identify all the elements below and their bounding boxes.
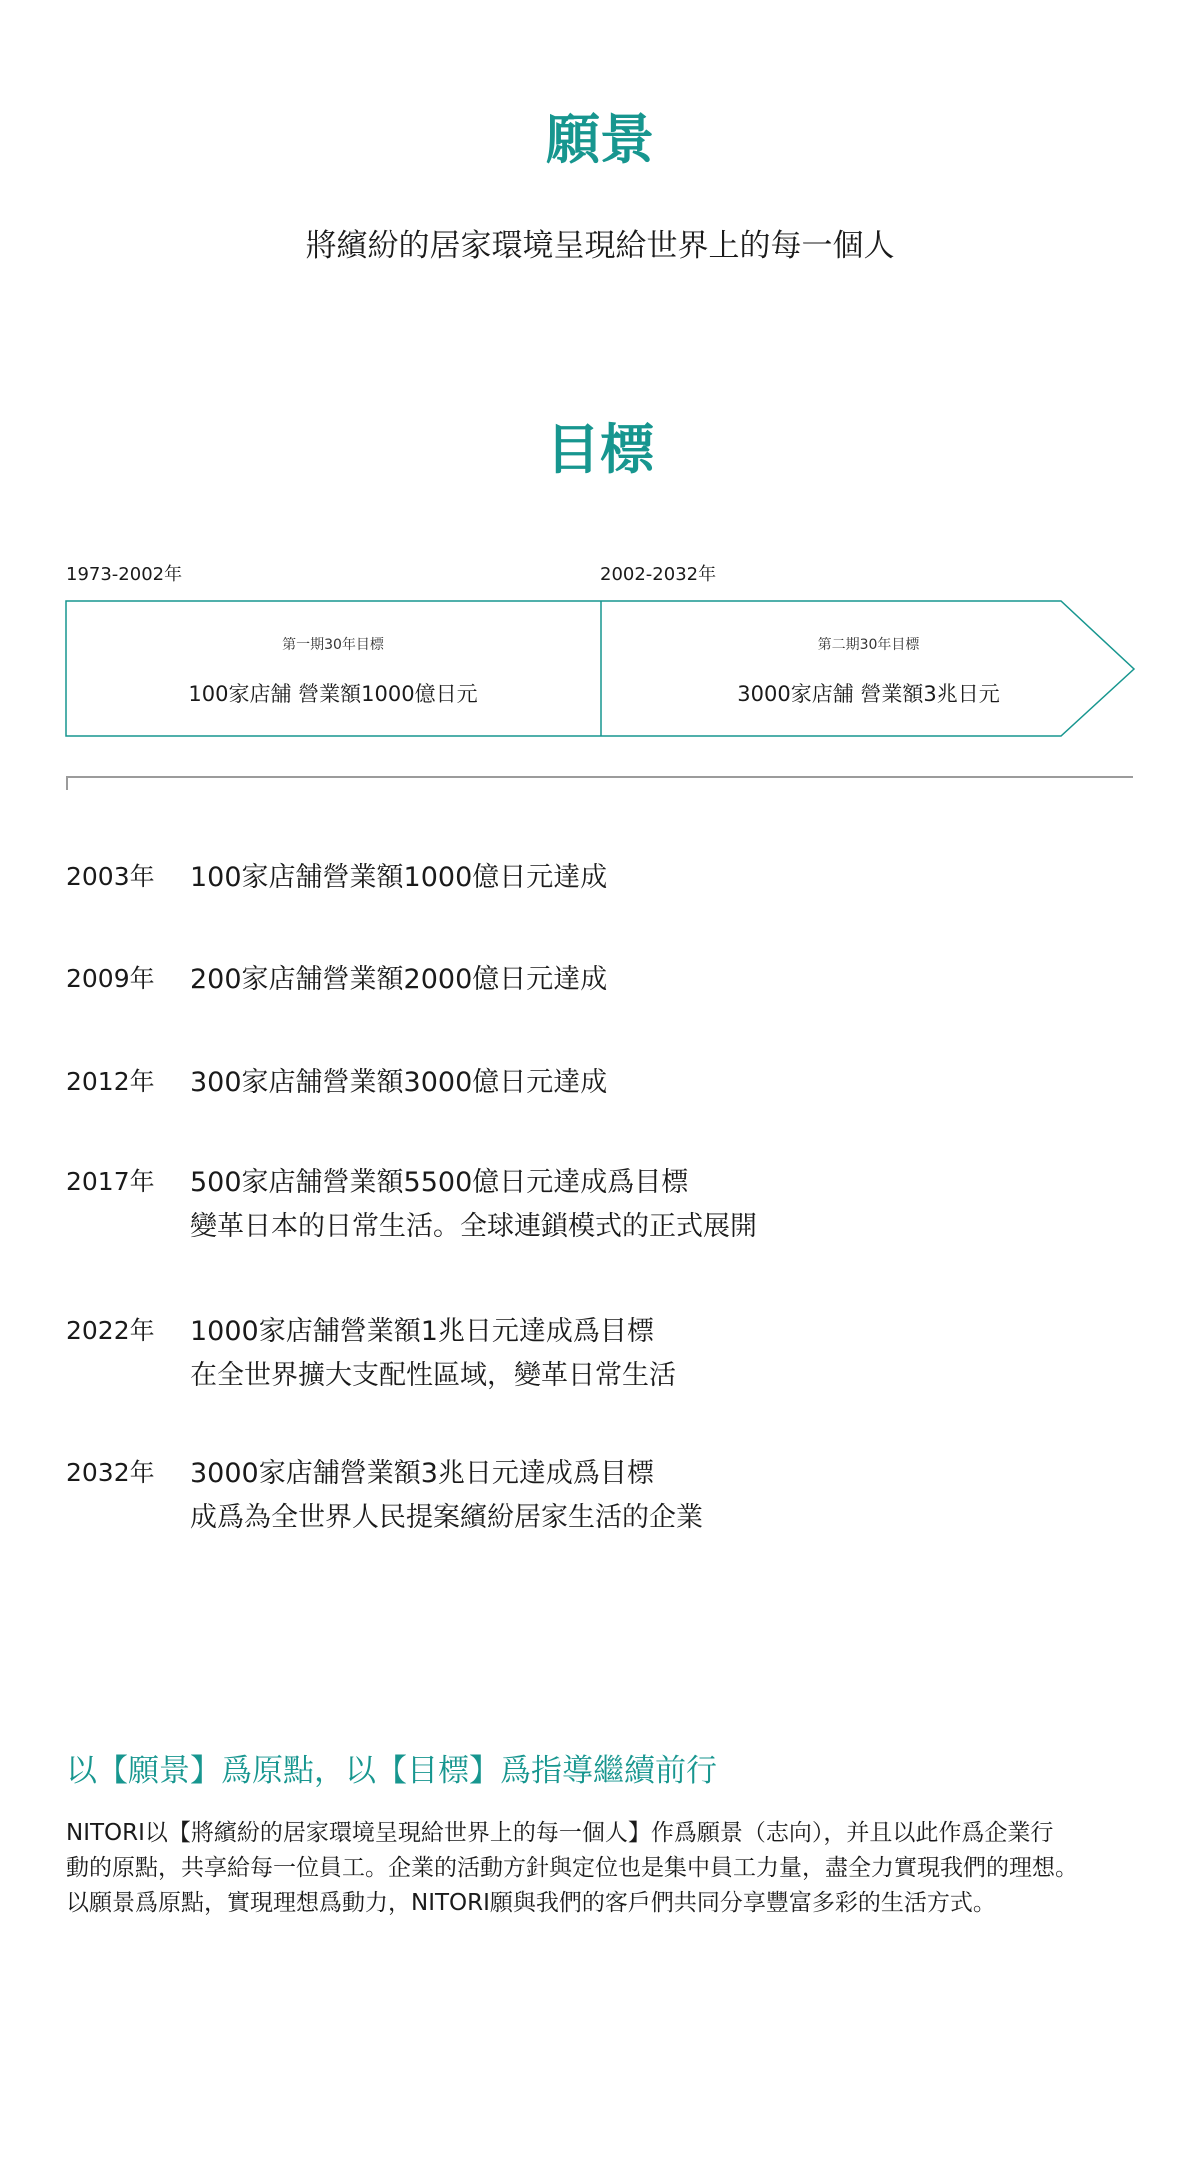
milestone-line: 200家店舗營業額2000億日元達成 [190,964,608,995]
period-1-target: 100家店舗 營業額1000億日元 [188,682,478,706]
vision-title: 願景 [546,108,654,171]
milestone-description [190,1061,607,1105]
period-1-range: 1973-2002年 [66,564,183,585]
period-1-box [66,634,600,708]
period-1-label: 第一期30年目標 [282,637,384,653]
milestone-year: 2009年 [66,964,155,993]
period-2-label: 第二期30年目標 [817,637,920,653]
milestone-line: 3000家店舗營業額3兆日元達成爲目標 [190,1458,654,1489]
milestone-year: 2032年 [66,1458,155,1487]
timeline-axis-tick [66,776,68,790]
milestone-year: 2003年 [66,862,155,891]
milestone-description [190,1310,676,1398]
milestone-line: 100家店舗營業額1000億日元達成 [190,862,608,893]
milestone-line: 300家店舗營業額3000億日元達成 [190,1067,608,1098]
milestone-description [190,1452,703,1540]
milestone-description [190,958,607,1002]
milestone-line: 1000家店舗營業額1兆日元達成爲目標 [190,1316,654,1347]
closing-line: NITORI以【將繽紛的居家環境呈現給世界上的每一個人】作爲願景（志向），并且以此作爲企業行 [66,1820,1054,1846]
period-2-range: 2002-2032年 [600,564,717,585]
milestone-line: 變革日本的日常生活。全球連鎖模式的正式展開 [190,1211,757,1242]
milestone-line: 成爲為全世界人民提案繽紛居家生活的企業 [190,1502,703,1533]
milestone-year: 2017年 [66,1167,155,1196]
period-2-target: 3000家店舗 營業額3兆日元 [737,682,1000,706]
milestone-line: 在全世界擴大支配性區域，變革日常生活 [190,1360,676,1391]
period-2-box [601,634,1136,708]
milestone-year: 2012年 [66,1067,155,1096]
closing-title: 以【願景】爲原點，以【目標】爲指導繼續前行 [66,1753,717,1789]
milestone-year: 2022年 [66,1316,155,1345]
closing-paragraph [66,1816,1176,1921]
milestone-description [190,856,607,900]
closing-line: 動的原點，共享給每一位員工。企業的活動方針與定位也是集中員工力量，盡全力實現我們的理想。 [66,1855,1078,1881]
goals-title: 目標 [546,418,654,481]
vision-statement: 將繽紛的居家環境呈現給世界上的每一個人 [305,228,895,264]
timeline-axis [66,776,1133,778]
closing-line: 以願景爲原點，實現理想爲動力，NITORI願與我們的客戶們共同分享豐富多彩的生活方式。 [66,1890,996,1916]
milestone-description [190,1161,757,1249]
milestone-line: 500家店舗營業額5500億日元達成爲目標 [190,1167,689,1198]
